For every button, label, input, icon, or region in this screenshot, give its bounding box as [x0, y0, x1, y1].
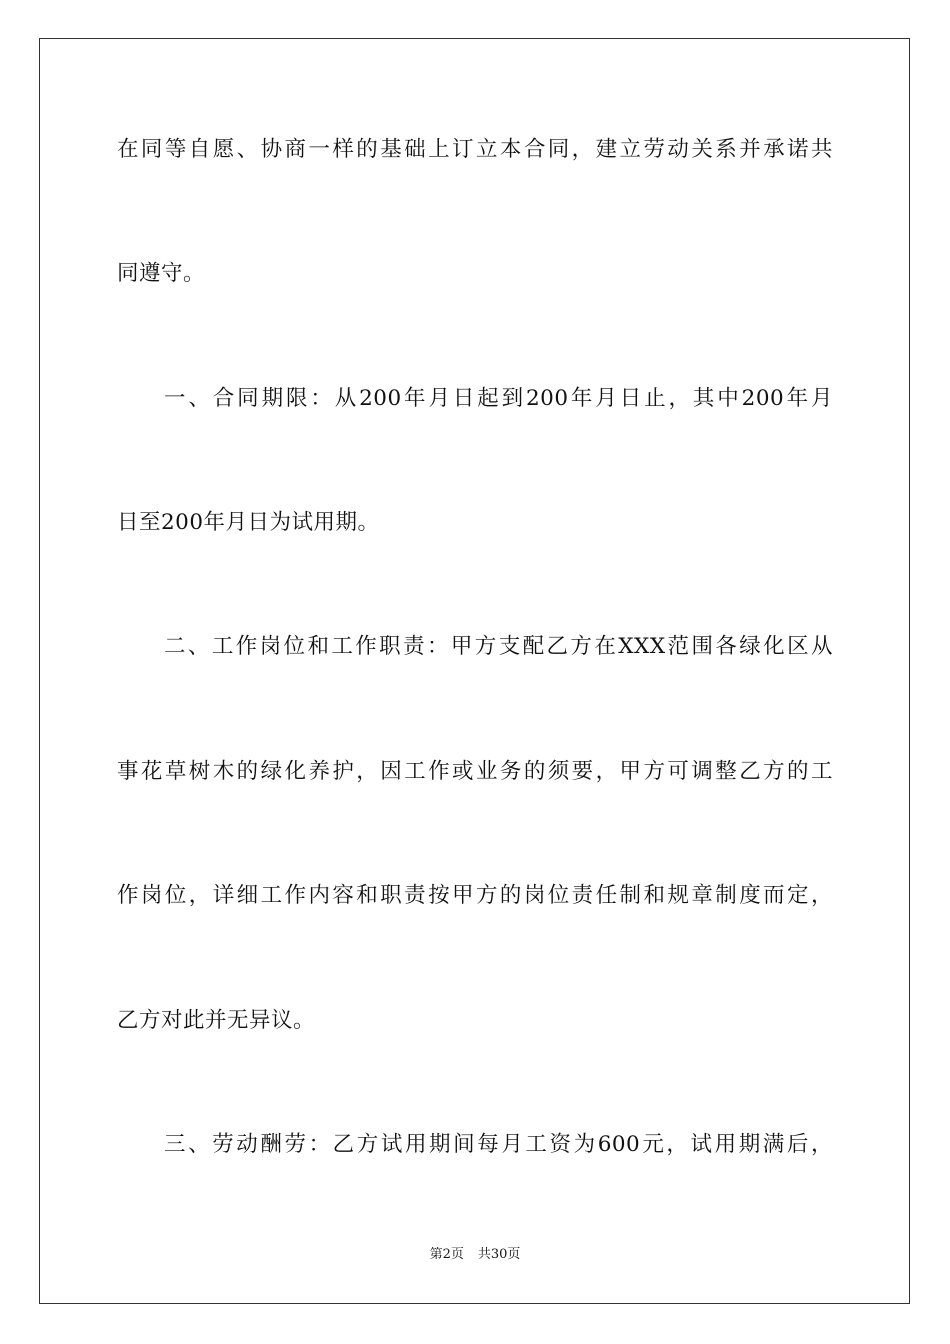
page-total: 共30页 [477, 1247, 521, 1262]
page-frame [39, 38, 910, 1304]
paragraph-line: 作岗位，详细工作内容和职责按甲方的岗位责任制和规章制度而定， [117, 883, 833, 908]
page-number: 第2页 [429, 1247, 464, 1262]
paragraph-line: 事花草树木的绿化养护，因工作或业务的须要，甲方可调整乙方的工 [117, 759, 833, 784]
paragraph-line: 同遵守。 [117, 261, 206, 286]
page-footer [0, 1246, 950, 1264]
paragraph-line: 日至200年月日为试用期。 [117, 510, 380, 535]
paragraph-line: 二、工作岗位和工作职责：甲方支配乙方在XXX范围各绿化区从 [164, 634, 833, 659]
paragraph-line: 三、劳动酬劳：乙方试用期间每月工资为600元，试用期满后， [164, 1132, 833, 1157]
paragraph-line: 乙方对此并无异议。 [117, 1008, 316, 1033]
paragraph-line: 在同等自愿、协商一样的基础上订立本合同，建立劳动关系并承诺共 [117, 137, 833, 162]
paragraph-line: 一、合同期限：从200年月日起到200年月日止，其中200年月 [164, 386, 833, 411]
